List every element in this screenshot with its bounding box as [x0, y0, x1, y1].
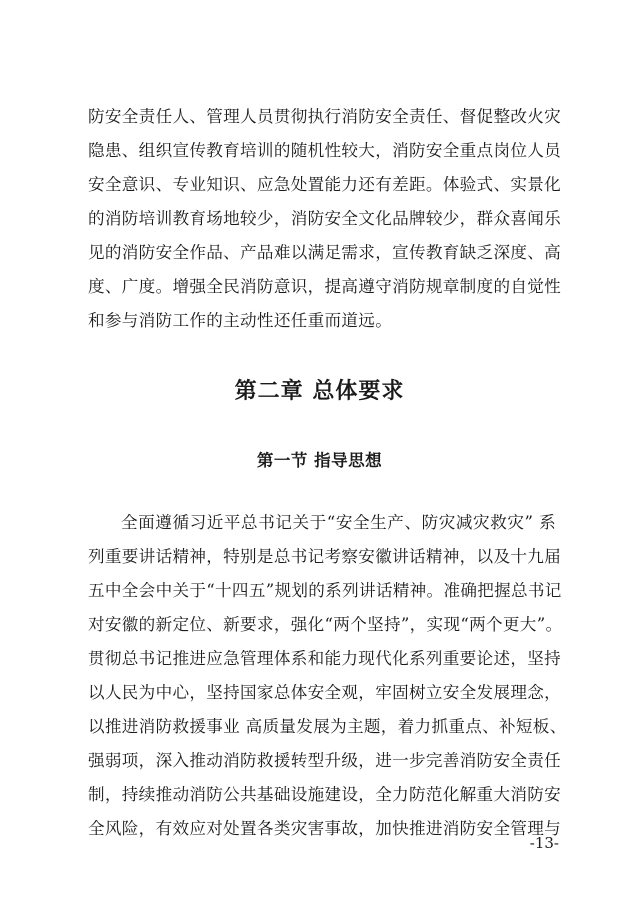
- text-line: 以推进消防救援事业 高质量发展为主题，着力抓重点、补短板、: [88, 717, 567, 736]
- text-line: 以人民为中心，坚持国家总体安全观，牢固树立安全发展理念，: [88, 683, 562, 702]
- page-number: -13-: [529, 834, 559, 852]
- text-line: 全面遵循习近平总书记关于“安全生产、防灾减灾救灾” 系: [121, 513, 556, 532]
- text-line: 和参与消防工作的主动性还任重而道远。: [88, 311, 393, 330]
- text-line: 对安徽的新定位、新要求，强化“两个坚持”，实现“两个更大”。: [88, 615, 563, 634]
- text-line: 强弱项，深入推动消防救援转型升级，进一步完善消防安全责任: [88, 751, 562, 770]
- text-line: 防安全责任人、管理人员贯彻执行消防安全责任、督促整改火灾: [88, 107, 562, 126]
- text-line: 制，持续推动消防公共基础设施建设，全力防范化解重大消防安: [88, 785, 562, 804]
- text-line: 贯彻总书记推进应急管理体系和能力现代化系列重要论述，坚持: [88, 649, 562, 668]
- chapter-title: 第二章 总体要求: [234, 379, 405, 404]
- section-title: 第一节 指导思想: [256, 451, 383, 470]
- text-line: 列重要讲话精神，特别是总书记考察安徽讲话精神，以及十九届: [88, 547, 562, 566]
- text-line: 的消防培训教育场地较少，消防安全文化品牌较少，群众喜闻乐: [88, 209, 562, 228]
- text-line: 见的消防安全作品、产品难以满足需求，宣传教育缺乏深度、高: [88, 243, 562, 262]
- text-line: 五中全会中关于“十四五”规划的系列讲话精神。准确把握总书记: [88, 581, 562, 600]
- text-line: 安全意识、专业知识、应急处置能力还有差距。体验式、实景化: [88, 175, 562, 194]
- text-line: 隐患、组织宣传教育培训的随机性较大，消防安全重点岗位人员: [88, 141, 562, 160]
- text-line: 全风险，有效应对处置各类灾害事故，加快推进消防安全管理与: [88, 819, 562, 838]
- text-line: 度、广度。增强全民消防意识，提高遵守消防规章制度的自觉性: [88, 277, 562, 296]
